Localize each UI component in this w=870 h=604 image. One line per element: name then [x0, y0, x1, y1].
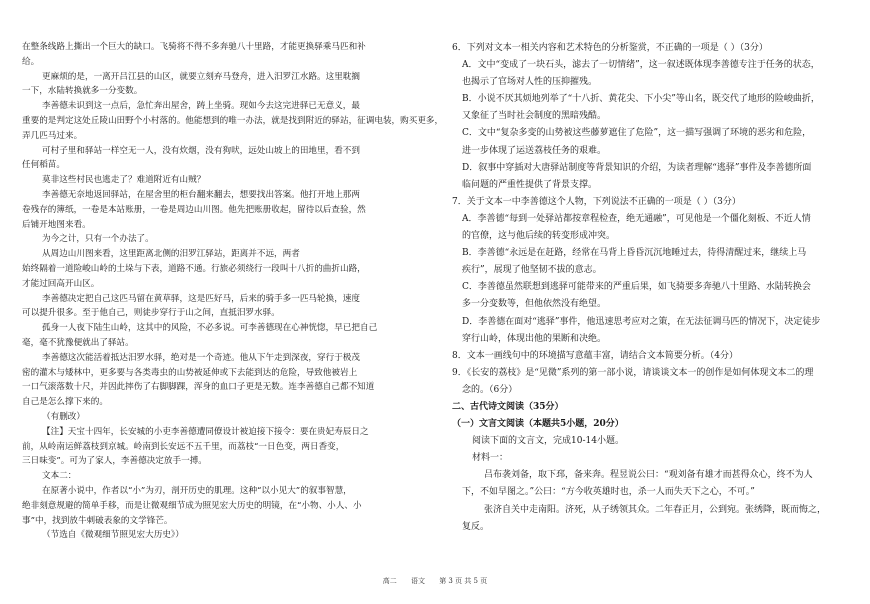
right-text-line: 阅读下面的文言文，完成10-14小题。 — [472, 436, 624, 447]
right-text-line: D．叙事中穿插对大唐驿站制度等背景知识的介绍，为读者理解“逃驿”事件及李善德所面 — [462, 162, 812, 173]
right-text-line: B．李善德“永远是在赶路，经常在马背上昏昏沉沉地睡过去，待得清醒过来，继续上马 — [462, 248, 807, 259]
left-text-line: 绝非刻意规避的简单手移，而是让微观细节成为照见宏大历史的明镜，在“小物、小人、小 — [22, 500, 362, 511]
left-text-line: 李善德未识到这一点后，急忙奔出屋舍，踌上坐骑。现如今去这完进驿已无意义，最 — [42, 101, 360, 112]
left-text-line: 文本二： — [42, 471, 77, 482]
left-text-line: 弄几匹马过来。 — [22, 130, 83, 141]
right-text-line: C．李善德虽然联想到逃驿可能带来的严重后果，如飞骑要多奔驰八十里路、水陆转换会 — [462, 282, 811, 293]
left-text-line: 可以提升很多。至于他自己，则徒步穿行于山之间，直抵汨罗水驿。 — [22, 308, 280, 319]
right-text-line: 6．下列对文本一相关内容和艺术特色的分析鉴赏，不正确的一项是（ ）（3分） — [452, 43, 768, 53]
left-text-line: 自己是怎么撑下来的。 — [22, 397, 108, 408]
right-text-line: A．李善德“每到一处驿站都按章程检查，绝无通融”，可见他是一个僵化刻板、不近人情 — [462, 213, 811, 224]
left-text-line: 更麻烦的是，一离开吕江县的山区，就要立刻弃马登舟，进入汨罗江水路。这里耽搁 — [42, 71, 360, 82]
left-column — [22, 40, 444, 543]
left-text-line: 李善德这次能活着抵达汨罗水驿，绝对是一个奇迹。他从下午走到深夜，穿行于极茂 — [42, 352, 360, 363]
left-text-line: （节选自《微观细节照见宏大历史》） — [42, 530, 184, 541]
right-text-line: 二、古代诗文阅读（35分） — [452, 401, 564, 412]
right-text-line: 念的。（6分） — [462, 384, 518, 395]
right-text-line: 进一步体现了运送荔枝任务的艰难。 — [462, 145, 607, 156]
left-text-line: 一下，水陆转换就多一分变数。 — [22, 86, 143, 97]
right-text-line: 9．《长安的荔枝》是“见微”系列的第一部小说，请谈谈文本一的创作是如何体现文本二的理 — [452, 367, 814, 378]
left-text-line: 可村子里和驿站一样空无一人，没有炊烟，没有狗吠，远处山坡上的田地里，看不到 — [42, 145, 360, 156]
left-text-line: 一口气滚落数十尺，并因此摔伤了右脚脚踝，浑身的血口子更是无数。连李善德自己都不知道 — [22, 382, 375, 393]
right-text-line: 下，不如早图之。”公曰：“方今收英雄时也，杀一人而失天下之心，不可。” — [462, 487, 755, 498]
right-text-line: 材料一： — [472, 453, 509, 464]
right-text-line: 多一分变数等，但他依然没有绝望。 — [462, 299, 607, 310]
left-text-line: 任何稻苗。 — [22, 160, 65, 171]
left-text-line: 孤身一人夜下陆生山岭，这其中的风险，不必多说。可李善德现在心神恍惚，早已把自己 — [42, 323, 378, 334]
left-text-line: 为今之计，只有一个办法了。 — [42, 234, 154, 245]
page-footer — [0, 576, 870, 586]
right-column — [452, 40, 852, 536]
left-text-line: 始终隔着一道险峻山岭的土垛与下表，道路不通。行旅必须绕行一段叫十八折的曲折山路， — [22, 263, 366, 274]
left-text-line: 密的灌木与矮林中，更多要与各类毒虫的山势被延伸或下去能到达的危险，导致他被岩上 — [22, 367, 358, 378]
left-text-line: 重要的是判定这处丘陵山田野个小村落的。他能想到的唯一办法，就是找到附近的驿站，征调电装，购买更多， — [22, 115, 444, 126]
right-text-line: 穿行山岭，体现出他的果断和决绝。 — [462, 333, 607, 344]
left-text-line: 才能过回高开山区。 — [22, 278, 100, 289]
right-text-line: （一）文言文阅读（本题共5小题，20分） — [452, 419, 624, 430]
right-text-line: C．文中“复杂多变的山势被这些藤萝遮住了危险”，这一描写强调了环境的恶劣和危险， — [462, 128, 812, 139]
footer-page-number: 第 3 页 共 5 页 — [439, 577, 488, 585]
right-text-line: A．文中“变成了一块石头，滤去了一切情绪”，这一叙述既体现李善德专注于任务的状态， — [462, 60, 820, 71]
left-text-line: 三日味变”。可为了家人，李善德决定放手一搏。 — [22, 456, 207, 467]
left-text-line: 从周边山川图来看，这里距离北侧的汨罗江驿站，距离并不远，两者 — [42, 249, 300, 260]
left-text-line: 莫非这些村民也逃走了？难道附近有山贼？ — [42, 175, 206, 186]
right-text-line: D．李善德在面对“逃驿”事件，他迅速思考应对之策，在无法征调马匹的情况下，决定徒步 — [462, 316, 821, 327]
right-text-line: 的官僚，这与他后续的转变形成冲突。 — [462, 231, 616, 242]
right-text-line: 吕布袭刘备，取下邳，备来奔。程昱说公曰：“观刘备有雄才而甚得众心，终不为人 — [484, 470, 813, 481]
right-text-line: 7．关于文本一中李善德这个人物，下列说法不正确的一项是（ ）（3分） — [452, 196, 741, 207]
right-text-line: 张济自关中走南阳。济死，从子绣领其众。二年春正月，公到宛。张绣降，既而悔之， — [484, 504, 827, 515]
right-text-line: 临问题的严重性提供了背景支撑。 — [462, 179, 598, 190]
left-text-line: 【注】天宝十四年，长安城的小吏李善德遭同僚设计被迫接下接令：要在贵妃寿辰日之 — [42, 426, 369, 437]
right-text-line: 疾行”，展现了他坚韧不拔的意志。 — [462, 265, 602, 276]
left-text-line: （有删改） — [42, 411, 85, 422]
left-text-line: 卷残存的簿纸，一卷是本站账册，一卷是周边山川图。他先把账册收起，留待以后查验，然 — [22, 204, 366, 215]
left-text-line: 前，从岭南运鲜荔枝到京城。岭南到长安远不五千里，而荔枝“一日色变，两日香变， — [22, 441, 345, 452]
right-text-line: 8．文本一画线句中的环境描写意蕴丰富，请结合文本简要分析。（4分） — [452, 350, 738, 361]
left-text-line: 事”中，找到放牛刺破表象的文学锋芒。 — [22, 515, 173, 526]
left-text-line: 在原著小说中，作者以“小”为刃，剖开历史的肌理。这种“以小见大”的叙事智慧， — [42, 485, 352, 496]
footer-subject: 语文 — [410, 577, 425, 585]
right-text-line: 又象征了当时社会制度的黑暗残酷。 — [462, 111, 607, 122]
right-text-line: 复反。 — [462, 521, 490, 532]
left-text-line: 毫，毫不犹豫便就出了驿站。 — [22, 337, 134, 348]
left-text-line: 在整条线路上撕出一个巨大的缺口。飞骑将不得不多奔驰八十里路，才能更换驿乘马匹和补 — [22, 42, 366, 52]
right-text-line: 也揭示了官场对人性的压抑摧残。 — [462, 77, 598, 88]
left-text-line: 给。 — [22, 56, 40, 67]
left-text-line: 李善德决定把自己这匹马留在黄草驿，这是匹好马，后来的骑手多一匹马轮换，速度 — [42, 293, 360, 304]
right-text-line: B．小说不厌其烦地列举了“十八折、黄花尖、下小尖”等山名，既交代了地形的险峻曲折， — [462, 94, 820, 105]
footer-grade: 高二 — [382, 577, 397, 585]
left-text-line: 后铺开地图来看。 — [22, 219, 91, 230]
left-text-line: 李善德无奈地返回驿站，在屋舍里的柜台翻来翻去，想要找出答案。他打开地上那两 — [42, 189, 360, 200]
